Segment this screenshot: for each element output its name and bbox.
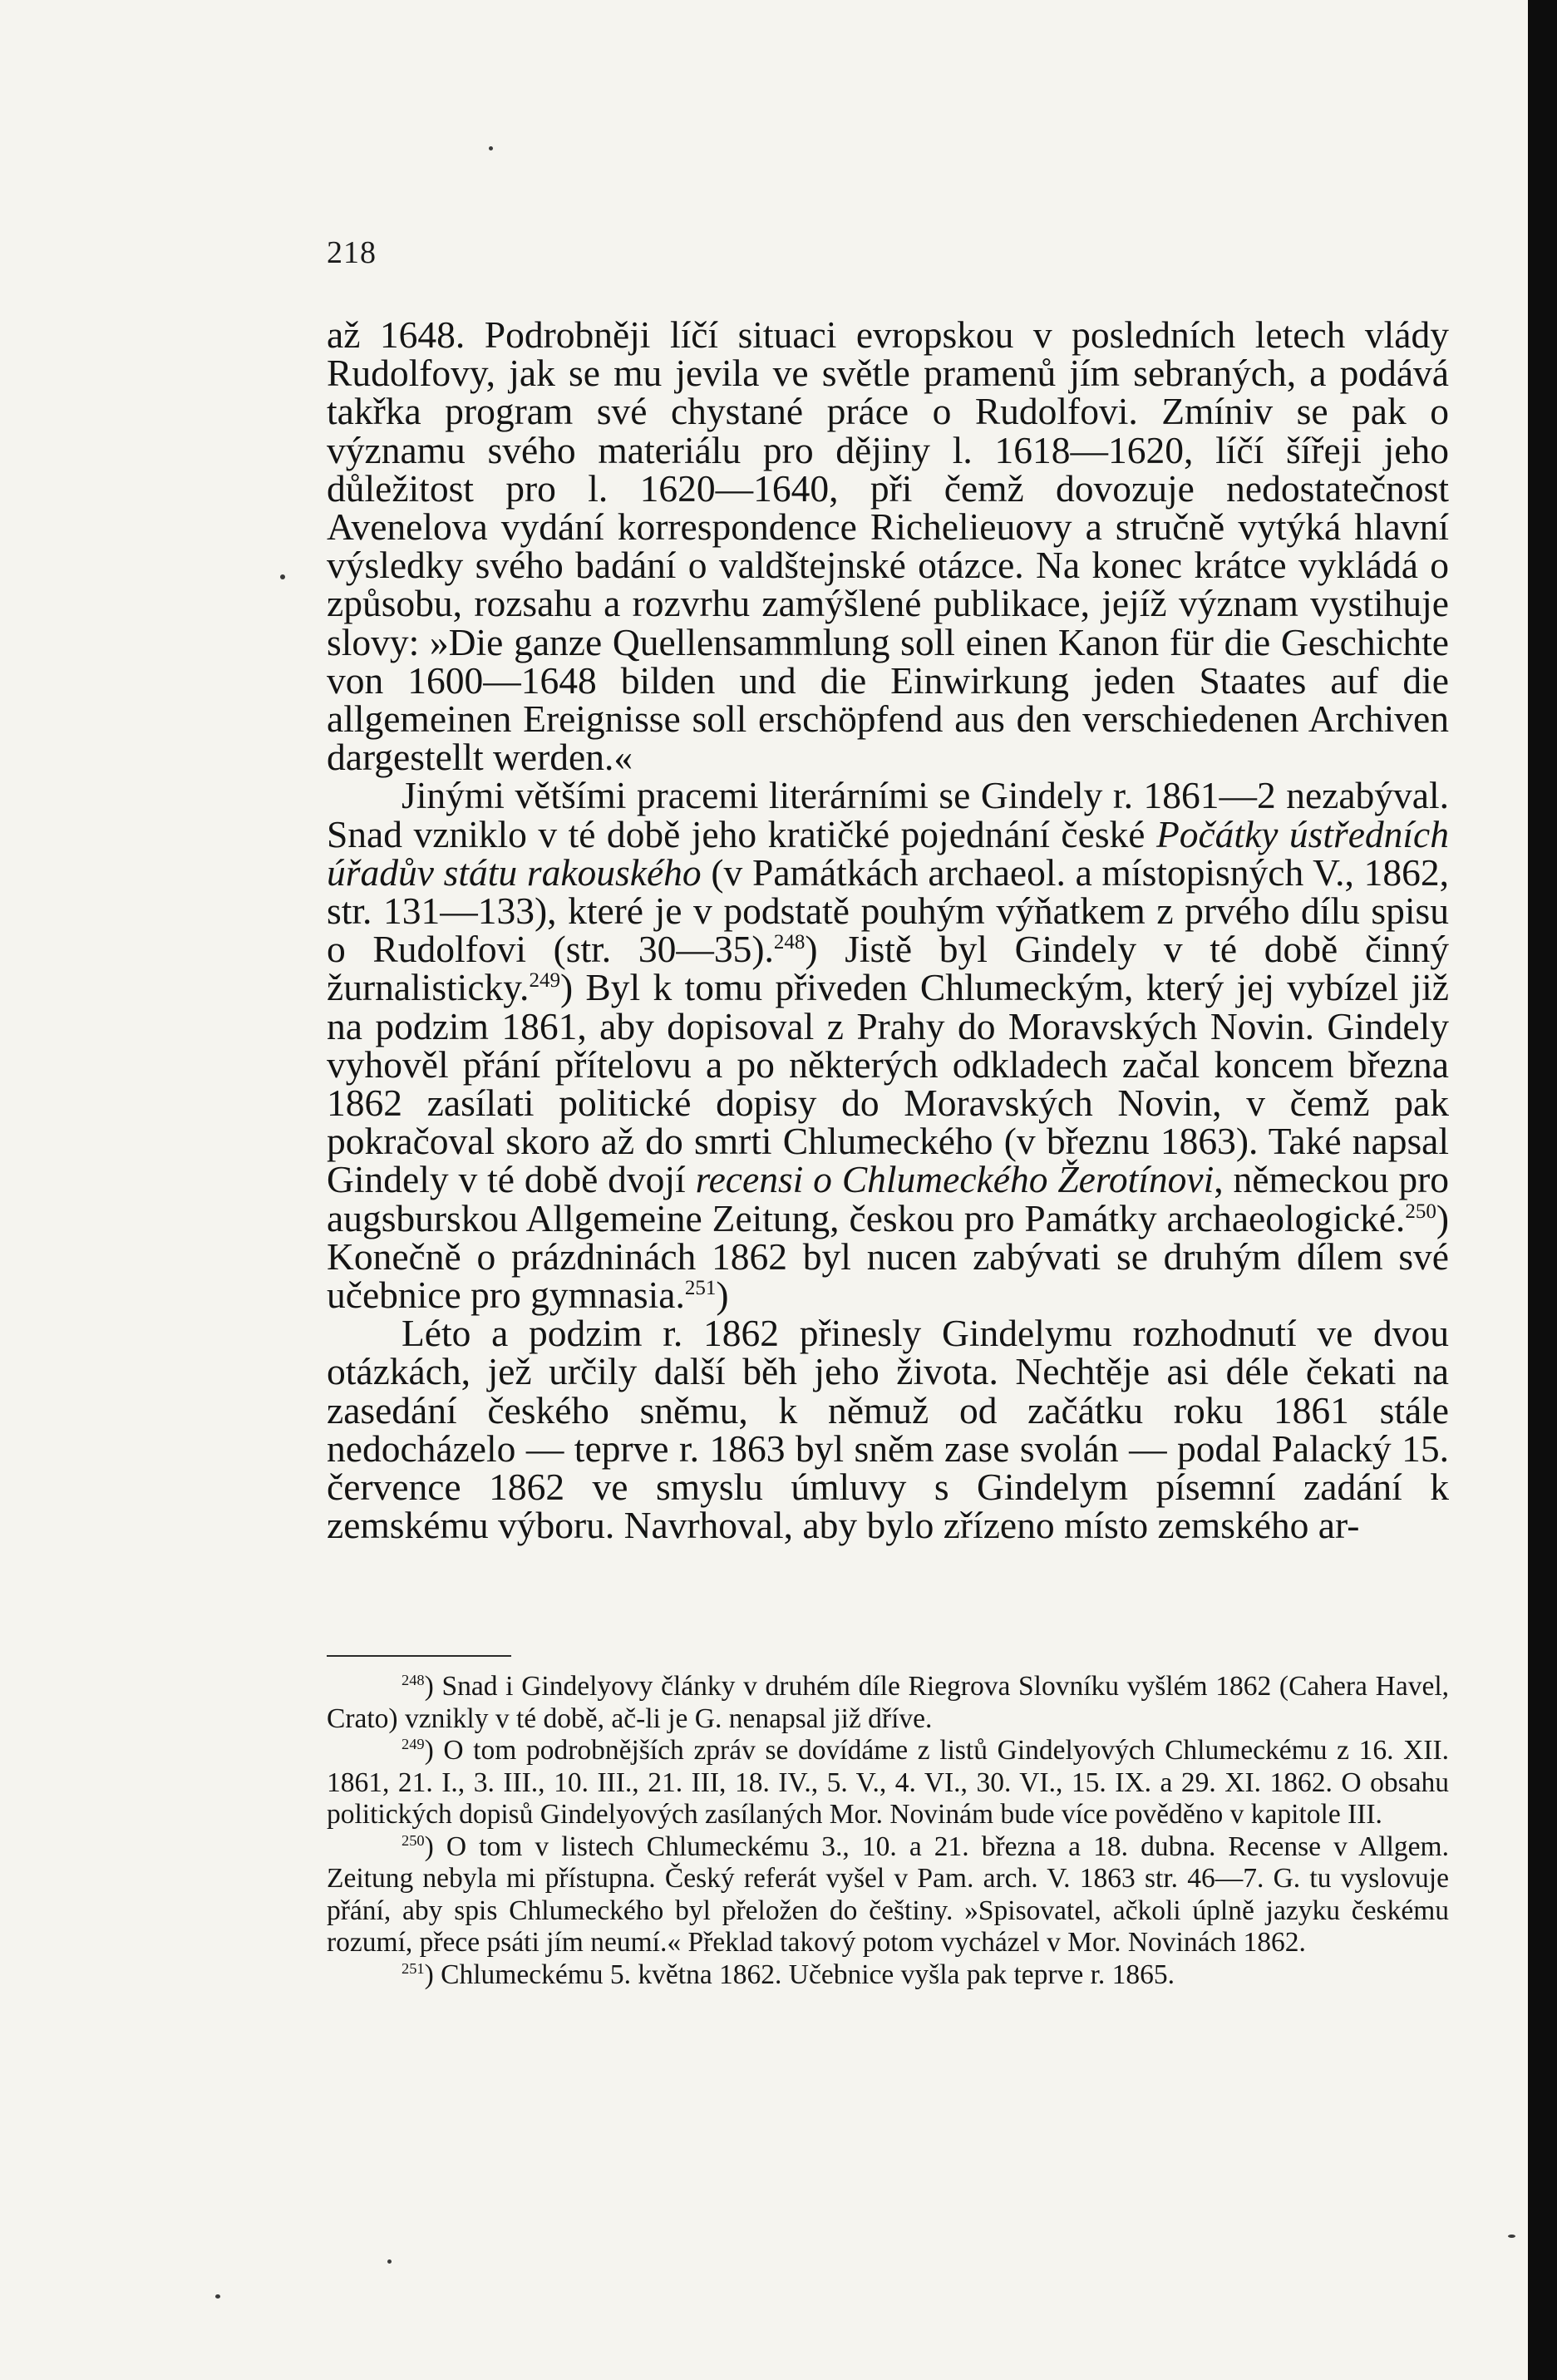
paragraph-2-text: (v Památkách archaeol. a místopisných V., 1862, str. 131—133), které je v podstatě pouhým výňatkem z prvého dílu spisu o Rudolfovi (str. 30—35). [327, 850, 1450, 971]
paragraph-2-text: , německou pro augsburskou Allgemeine Zeitung, českou pro Památky archaeologické. [327, 1158, 1450, 1239]
footnote-ref-251: 251 [684, 1276, 717, 1299]
paper-speck [489, 146, 493, 150]
paragraph-2-text: Jinými většími pracemi literárními se Gindely r. 1861—2 nezabýval. Snad vzniklo v té době jeho kratičké pojednání české [327, 774, 1449, 855]
paragraph-2-text: ) [716, 1274, 729, 1317]
italic-title-pocatky: Počátky ústředních úřadův státu rakouského [327, 812, 1449, 894]
paper-speck [280, 574, 285, 579]
footnotes [327, 1671, 1449, 1991]
footnote-text: ) Snad i Gindelyovy články v druhém díle Riegrova Slovníku vyšlém 1862 (Cahera Havel, Crato) vznikly v té době, ač-li je G. nenapsal již dříve. [327, 1671, 1449, 1734]
footnote-text: ) O tom podrobnějších zpráv se dovídáme z listů Gindelyových Chlumeckému z 16. XII. 1861, 21. I., 3. III., 10. III., 21. III, 18. IV., 5. V., 4. VI., 30. VI., 15. IX. a 29. XI. 1862. O obsahu politických dopisů Gindelyových zasílaných Mor. Novinám bude více pověděno v kapitole III. [327, 1735, 1449, 1830]
paper-speck [387, 2259, 392, 2264]
footnote-249 [327, 1735, 1449, 1831]
paragraph-3 [327, 1314, 1449, 1545]
paragraph-2 [327, 774, 1450, 1317]
footnote-248 [327, 1671, 1449, 1735]
footnote-ref-249: 249 [529, 969, 560, 993]
paragraph-2-text: ) Konečně o prázdninách 1862 byl nucen zabývati se druhým dílem své učebnice pro gymnasia. [327, 1196, 1449, 1317]
footnote-number: 251 [402, 1959, 425, 1977]
main-text [327, 313, 1450, 1547]
footnote-number: 249 [402, 1735, 425, 1752]
page-number: 218 [327, 235, 377, 270]
footnote-text: ) Chlumeckému 5. května 1862. Učebnice vyšla pak teprve r. 1865. [424, 1959, 1175, 1990]
footnote-separator [327, 1655, 511, 1657]
scan-edge [1528, 0, 1557, 2380]
footnote-number: 250 [402, 1831, 425, 1849]
paragraph-1 [327, 313, 1449, 779]
footnote-ref-248: 248 [773, 931, 806, 954]
footnote-ref-250: 250 [1405, 1200, 1436, 1223]
paragraph-2-text: ) Byl k tomu přiveden Chlumeckým, který jej vybízel již na podzim 1861, aby dopisoval z Prahy do Moravských Novin. Gindely vyhověl přání přítelovu a po některých odkladech začal koncem března 1862 zasílati politické dopisy do Moravských Novin, v čemž pak pokračoval skoro až do smrti Chlumeckého (v březnu 1863). Také napsal Gindely v té době dvojí [327, 966, 1449, 1201]
paragraph-3-text: Léto a podzim r. 1862 přinesly Gindelymu rozhodnutí ve dvou otázkách, jež určily další běh jeho života. Nechtěje asi déle čekati na zasedání českého sněmu, k němuž od začátku roku 1861 stále nedocházelo — teprve r. 1863 byl sněm zase svolán — podal Palacký 15. července 1862 ve smyslu úmluvy s Gindelym písemní zadání k zemskému výboru. Navrhoval, aby bylo zřízeno místo zemského ar- [327, 1312, 1449, 1547]
paragraph-2-text: ) Jistě byl Gindely v té době činný žurnalisticky. [327, 928, 1450, 1009]
paragraph-1-text: až 1648. Podrobněji líčí situaci evropskou v posledních letech vlády Rudolfovy, jak se mu jevila ve světle pramenů jím sebraných, a podává takřka program své chystané práce o Rudolfovi. Zmíniv se pak o významu svého materiálu pro dějiny l. 1618—1620, líčí šířeji jeho důležitost pro l. 1620—1640, při čemž dovozuje nedostatečnost Avenelova vydání korrespondence Richelieuovy a stručně vytýká hlavní výsledky svého badání o valdštejnské otázce. Na konec krátce vykládá o způsobu, rozsahu a rozvrhu zamýšlené publikace, jejíž význam vystihuje slovy: »Die ganze Quellensammlung soll einen Kanon für die Geschichte von 1600—1648 bilden und die Einwirkung jeden Staates auf die allgemeinen Ereignisse soll erschöpfend aus den verschiedenen Archiven dargestellt werden.« [327, 313, 1449, 779]
footnote-251 [327, 1959, 1449, 1992]
footnote-text: ) O tom v listech Chlumeckému 3., 10. a 21. března a 18. dubna. Recense v Allgem. Zeitung nebyla mi přístupna. Český referát vyšel v Pam. arch. V. 1863 str. 46—7. G. tu vyslovuje přání, aby spis Chlumeckého byl přeložen do češtiny. »Spisovatel, ačkoli úplně jazyku českému rozumí, přece psáti jím neumí.« Překlad takový potom vycházel v Mor. Novinách 1862. [327, 1831, 1449, 1958]
footnote-250 [327, 1831, 1449, 1959]
italic-title-recensi: recensi o Chlumeckého Žerotínovi [695, 1158, 1215, 1201]
footnote-number: 248 [402, 1671, 425, 1688]
paper-speck [1508, 2235, 1515, 2238]
paper-speck [215, 2294, 220, 2299]
